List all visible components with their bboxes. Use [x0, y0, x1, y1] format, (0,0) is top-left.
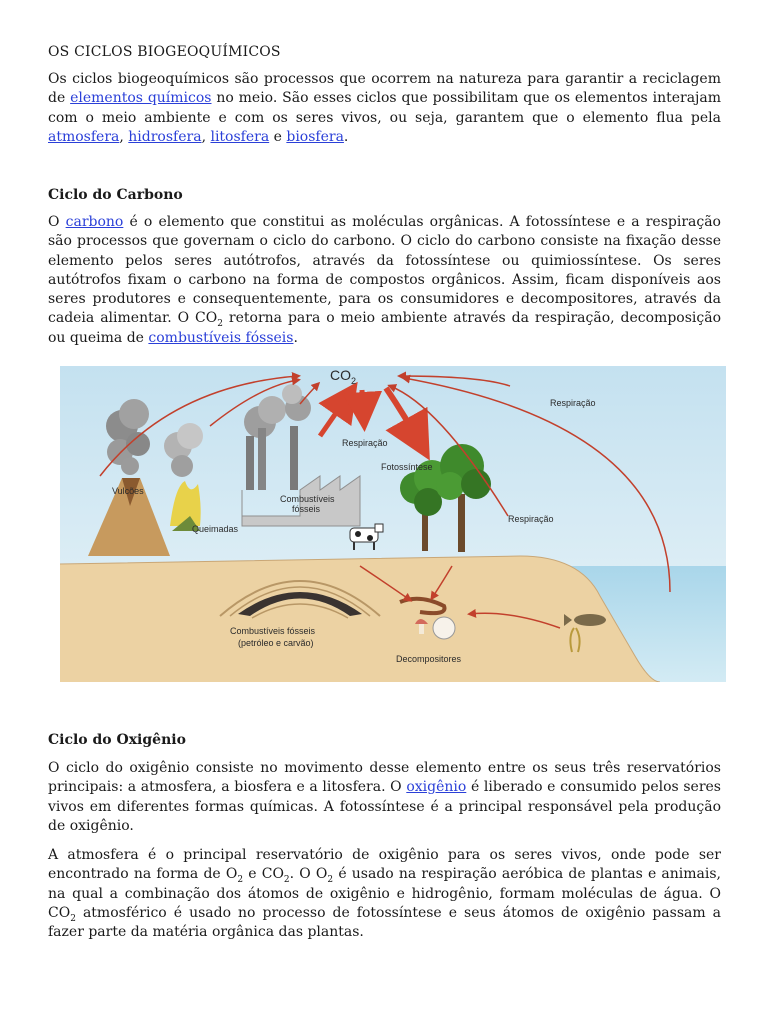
text-run: Os ciclos biogeoquímicos são processos que ocorrem na natureza para garantir a reciclagem de — [48, 71, 721, 107]
oxygen-paragraph-2 — [48, 846, 721, 942]
subscript: 2 — [70, 913, 76, 924]
text-run: atmosférico é usado no processo de fotossíntese e seus átomos de oxigênio passam a fazer parte da matéria orgânica das plantas. — [48, 904, 721, 941]
respiration-label-3: Respiração — [508, 514, 554, 524]
link-hidrosfera[interactable]: hidrosfera — [128, 128, 202, 145]
respiration-label-1: Respiração — [342, 438, 388, 448]
link-elementos-quimicos[interactable]: elementos químicos — [70, 90, 212, 107]
subscript: 2 — [283, 875, 290, 886]
text-run: é o elemento que constitui as moléculas orgânicas. A fotossíntese e a respiração são processos que governam o ciclo do carbono. O ciclo do carbono consiste na fixação desse elemento pelos seres autótrofos, através da fotossíntese ou quimiossíntese. Os seres autótrofos fixam o carbono na forma de compostos orgânicos. Assim, ficam disponíveis aos seres produtores e consequentemente, para os consumidores e decompositores, através da cadeia alimentar. O CO — [48, 214, 721, 327]
link-atmosfera[interactable]: atmosfera — [48, 128, 120, 145]
text-run: A atmosfera é o principal reservatório de oxigênio para os seres vivos, onde pode ser encontrado na forma de O — [48, 847, 721, 883]
decomposers-label: Decompositores — [396, 654, 462, 664]
subscript: 2 — [217, 319, 223, 330]
text-run: O — [48, 214, 66, 230]
oxygen-heading: Ciclo do Oxigênio — [48, 732, 186, 748]
volcanoes-label: Vulcões — [112, 486, 144, 496]
text-run: . O O — [289, 866, 328, 883]
link-carbono[interactable]: carbono — [65, 214, 124, 230]
text-run: retorna para o meio ambiente através da respiração, decomposição ou queima de — [48, 310, 721, 346]
text-run: é usado na respiração aeróbica de plantas e animais, na qual a combinação dos átomos de oxigênio e hidrogênio, formam moléculas de água. O CO — [48, 866, 722, 921]
text-run: e — [269, 128, 287, 145]
fossil-deposit-label-2: (petróleo e carvão) — [238, 638, 314, 648]
subscript: 2 — [327, 875, 334, 886]
link-biosfera[interactable]: biosfera — [286, 128, 344, 145]
fossil-fuels-label-1: Combustíveis — [280, 494, 335, 504]
co2-label: $CO_2$ — [330, 367, 357, 386]
carbon-heading: Ciclo do Carbono — [48, 187, 183, 203]
burnings-label: Queimadas — [192, 524, 239, 534]
text-run: e CO — [243, 866, 284, 883]
page-title: OS CICLOS BIOGEOQUÍMICOS — [48, 44, 281, 60]
text-run: , — [119, 128, 129, 145]
link-litosfera[interactable]: litosfera — [210, 128, 270, 145]
carbon-cycle-illustration — [60, 366, 726, 682]
text-run: . — [343, 128, 349, 145]
photosynthesis-label: Fotossíntese — [381, 462, 433, 472]
text-run: no meio. São esses ciclos que possibilitam que os elementos interajam com o meio ambiente e com os seres vivos, ou seja, garantem que o elemento flua pela — [48, 90, 722, 126]
text-run: é liberado e consumido pelos seres vivos em diferentes formas químicas. A fotossíntese é a principal responsável pela produção de oxigênio. — [48, 779, 721, 834]
subscript: 2 — [237, 875, 244, 886]
text-run: , — [201, 128, 211, 145]
carbon-cycle-diagram — [60, 366, 726, 682]
text-run: . — [293, 329, 298, 346]
oxygen-paragraph-1 — [48, 759, 721, 836]
intro-paragraph — [48, 70, 721, 147]
link-combustiveis-fosseis[interactable]: combustíveis fósseis — [148, 329, 294, 346]
link-oxigenio[interactable]: oxigênio — [406, 779, 467, 796]
text-run: O ciclo do oxigênio consiste no movimento desse elemento entre os seus três reservatórios principais: a atmosfera, a biosfera e a litosfera. O — [48, 760, 721, 796]
respiration-label-2: Respiração — [550, 398, 596, 408]
carbon-paragraph — [48, 213, 721, 348]
fossil-fuels-label-2: fósseis — [292, 504, 321, 514]
fossil-deposit-label-1: Combustíveis fósseis — [230, 626, 316, 636]
